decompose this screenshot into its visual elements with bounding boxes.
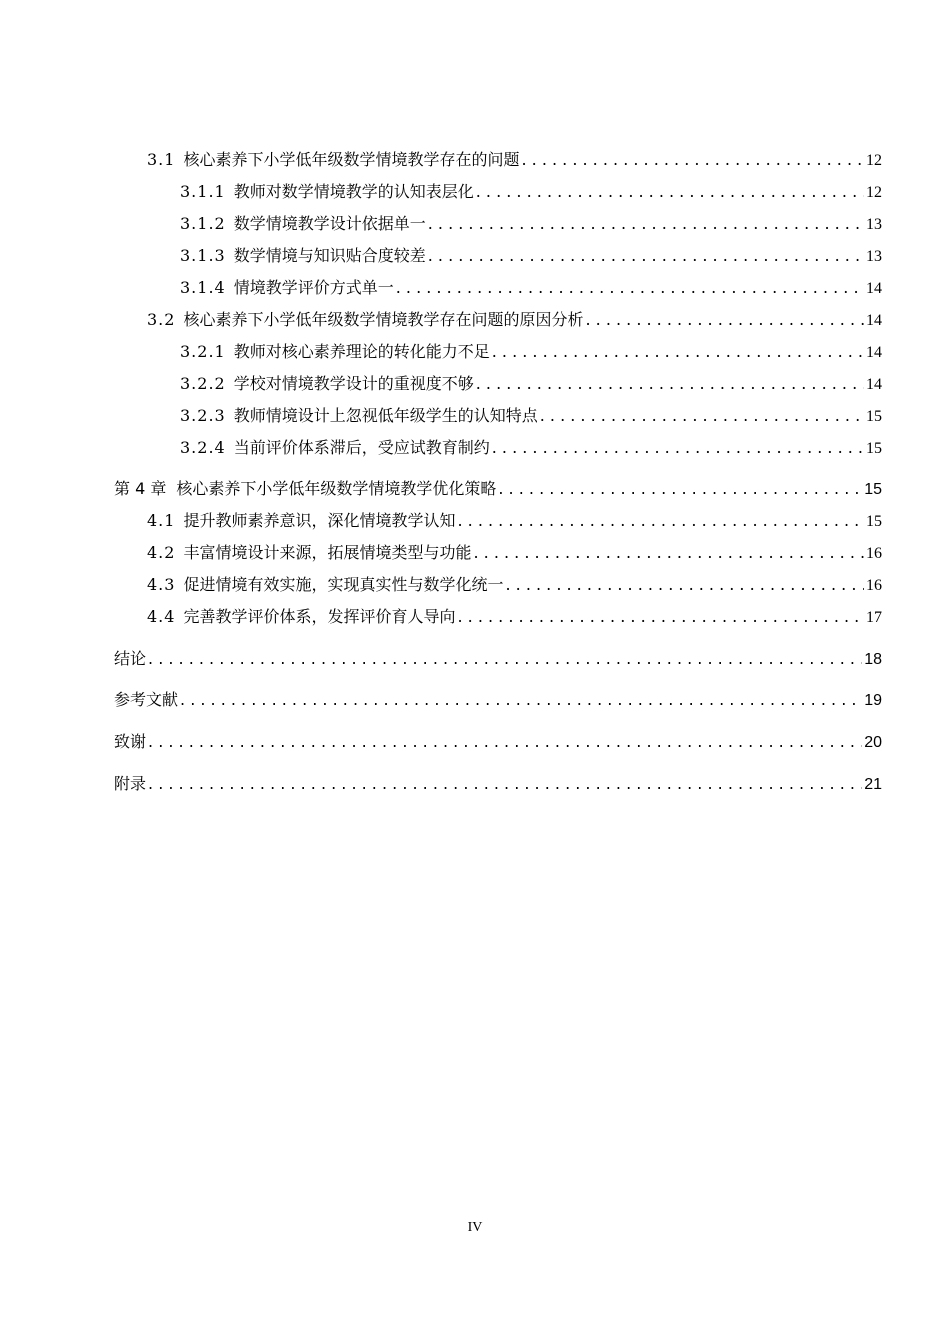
- toc-entry-references[interactable]: [114, 687, 882, 710]
- section-title: 完善教学评价体系，发挥评价育人导向: [183, 607, 456, 626]
- section-number: 3.1.3: [180, 246, 226, 265]
- page-footer-number: IV: [467, 1220, 483, 1235]
- dot-leader: [585, 310, 864, 329]
- toc-entry-4-3[interactable]: [147, 572, 882, 595]
- dot-leader: [492, 438, 864, 457]
- section-number: 4.3: [147, 575, 176, 594]
- dot-leader: [180, 690, 862, 709]
- page-number: 15: [866, 408, 882, 425]
- section-number: 3.1: [147, 150, 176, 169]
- section-title: 数学情境教学设计依据单一: [233, 214, 426, 233]
- toc-entry-3-2-1[interactable]: [180, 339, 882, 362]
- toc-entry-3-2-4[interactable]: [180, 435, 882, 458]
- toc-entry-acknowledgements[interactable]: [114, 729, 882, 752]
- section-title: 数学情境与知识贴合度较差: [233, 246, 426, 265]
- toc-entry-4-1[interactable]: [147, 508, 882, 531]
- toc-entry-3-1-1[interactable]: [180, 179, 882, 202]
- dot-leader: [498, 479, 862, 498]
- section-title: 核心素养下小学低年级数学情境教学存在问题的原因分析: [183, 310, 584, 329]
- dot-leader: [540, 406, 864, 425]
- section-title: 核心素养下小学低年级数学情境教学存在的问题: [183, 150, 520, 169]
- page-number: 18: [864, 651, 882, 668]
- page-number: 14: [866, 344, 882, 361]
- section-title: 学校对情境教学设计的重视度不够: [233, 374, 474, 393]
- section-title: 丰富情境设计来源，拓展情境类型与功能: [183, 543, 472, 562]
- section-number: 4.2: [147, 543, 176, 562]
- chapter-title: 结论: [114, 649, 147, 668]
- section-number: 3.1.4: [180, 278, 226, 297]
- toc-entry-conclusion[interactable]: [114, 646, 882, 669]
- dot-leader: [476, 374, 864, 393]
- page-number: 12: [866, 184, 882, 201]
- page-number: 15: [866, 440, 882, 457]
- dot-leader: [148, 649, 862, 668]
- page-number: 15: [866, 513, 882, 530]
- section-title: 教师对数学情境教学的认知表层化: [233, 182, 474, 201]
- dot-leader: [492, 342, 864, 361]
- page-number: 14: [866, 312, 882, 329]
- toc-entry-4-4[interactable]: [147, 604, 882, 627]
- chapter-title: 核心素养下小学低年级数学情境教学优化策略: [176, 479, 497, 498]
- section-title: 促进情境有效实施，实现真实性与数学化统一: [183, 575, 504, 594]
- dot-leader: [428, 214, 864, 233]
- toc-entry-3-2-3[interactable]: [180, 403, 882, 426]
- section-title: 提升教师素养意识，深化情境教学认知: [183, 511, 456, 530]
- section-number: 3.1.2: [180, 214, 226, 233]
- section-number: 4.1: [147, 511, 176, 530]
- section-number: 4.4: [147, 607, 176, 626]
- section-title: 教师对核心素养理论的转化能力不足: [233, 342, 490, 361]
- dot-leader: [521, 150, 864, 169]
- page-number: 15: [864, 481, 882, 498]
- page-number: 14: [866, 376, 882, 393]
- page-number: 12: [866, 152, 882, 169]
- chapter-number: 第 4 章: [114, 479, 167, 498]
- dot-leader: [457, 511, 864, 530]
- section-number: 3.2.2: [180, 374, 226, 393]
- page-number: 14: [866, 280, 882, 297]
- section-title: 情境教学评价方式单一: [233, 278, 394, 297]
- page-number: 21: [864, 776, 882, 793]
- toc-entry-3-2-2[interactable]: [180, 371, 882, 394]
- section-number: 3.2: [147, 310, 176, 329]
- page-number: 20: [864, 734, 882, 751]
- chapter-title: 参考文献: [114, 690, 179, 709]
- toc-entry-3-1-4[interactable]: [180, 275, 882, 298]
- chapter-title: 致谢: [114, 732, 147, 751]
- page-number: 17: [866, 609, 882, 626]
- toc-entry-4-2[interactable]: [147, 540, 882, 563]
- toc-entry-3-2[interactable]: [147, 307, 882, 330]
- dot-leader: [476, 182, 864, 201]
- toc-entry-3-1-2[interactable]: [180, 211, 882, 234]
- dot-leader: [473, 543, 864, 562]
- chapter-title: 附录: [114, 774, 147, 793]
- toc-entry-3-1[interactable]: [147, 147, 882, 170]
- toc-entry-3-1-3[interactable]: [180, 243, 882, 266]
- dot-leader: [148, 774, 862, 793]
- toc-entry-appendix[interactable]: [114, 771, 882, 794]
- section-number: 3.1.1: [180, 182, 226, 201]
- dot-leader: [428, 246, 864, 265]
- section-title: 教师情境设计上忽视低年级学生的认知特点: [233, 406, 538, 425]
- page-number: 19: [864, 692, 882, 709]
- page-number: 16: [866, 577, 882, 594]
- dot-leader: [457, 607, 864, 626]
- dot-leader: [396, 278, 864, 297]
- page-number: 13: [866, 216, 882, 233]
- page-number: 16: [866, 545, 882, 562]
- dot-leader: [148, 732, 862, 751]
- section-number: 3.2.3: [180, 406, 226, 425]
- toc-entry-chapter-4[interactable]: [114, 476, 882, 499]
- page-number: 13: [866, 248, 882, 265]
- section-title: 当前评价体系滞后，受应试教育制约: [233, 438, 490, 457]
- dot-leader: [505, 575, 864, 594]
- section-number: 3.2.1: [180, 342, 226, 361]
- section-number: 3.2.4: [180, 438, 226, 457]
